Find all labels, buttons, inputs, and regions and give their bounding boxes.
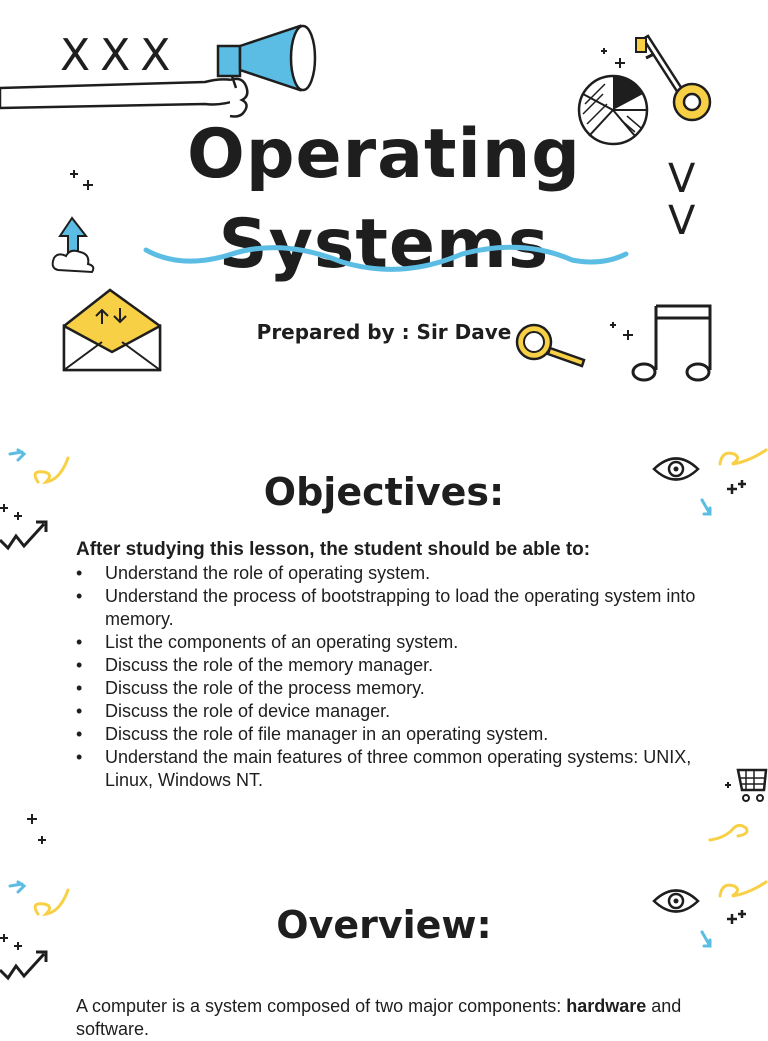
byline: Prepared by : Sir Dave: [256, 320, 512, 344]
overview-text-bold: hardware: [566, 996, 647, 1016]
list-item: • Discuss the role of the process memory.: [76, 677, 696, 700]
list-item: • Discuss the role of the memory manager.: [76, 654, 696, 677]
title-line-1: Operating: [187, 115, 581, 194]
shopping-cart-icon: [724, 764, 768, 804]
objectives-lead: After studying this lesson, the student should be able to:: [76, 539, 591, 560]
squiggle-icon: [142, 236, 632, 276]
magnifier-icon: [512, 320, 592, 370]
list-item: • Understand the process of bootstrapping to load the operating system into memory.: [76, 585, 696, 631]
overview-text-end: and software.: [76, 996, 682, 1039]
sparkle-icon: [24, 810, 54, 850]
title-line-2: Systems: [218, 205, 550, 284]
list-item: • Understand the main features of three common operating systems: UNIX, Linux, Windows NT.: [76, 746, 696, 792]
list-item: • Discuss the role of file manager in an operating system.: [76, 723, 696, 746]
x-marks: XXX: [60, 30, 181, 81]
list-item: • List the components of an operating system.: [76, 631, 696, 654]
objectives-list: [76, 562, 696, 792]
overview-text: [76, 995, 716, 1041]
list-item: • Discuss the role of device manager.: [76, 700, 696, 723]
squiggle-icon: [714, 876, 768, 906]
objectives-heading: Objectives:: [263, 470, 505, 514]
list-item: • Understand the role of operating system.: [76, 562, 696, 585]
overview-heading: Overview:: [276, 903, 492, 947]
v-marks: V V: [668, 156, 696, 244]
overview-text-start: A computer is a system composed of two major components:: [76, 996, 567, 1016]
music-note-icon: [628, 300, 718, 390]
squiggle-icon: [706, 816, 756, 846]
sparkle-icon: [598, 46, 628, 72]
